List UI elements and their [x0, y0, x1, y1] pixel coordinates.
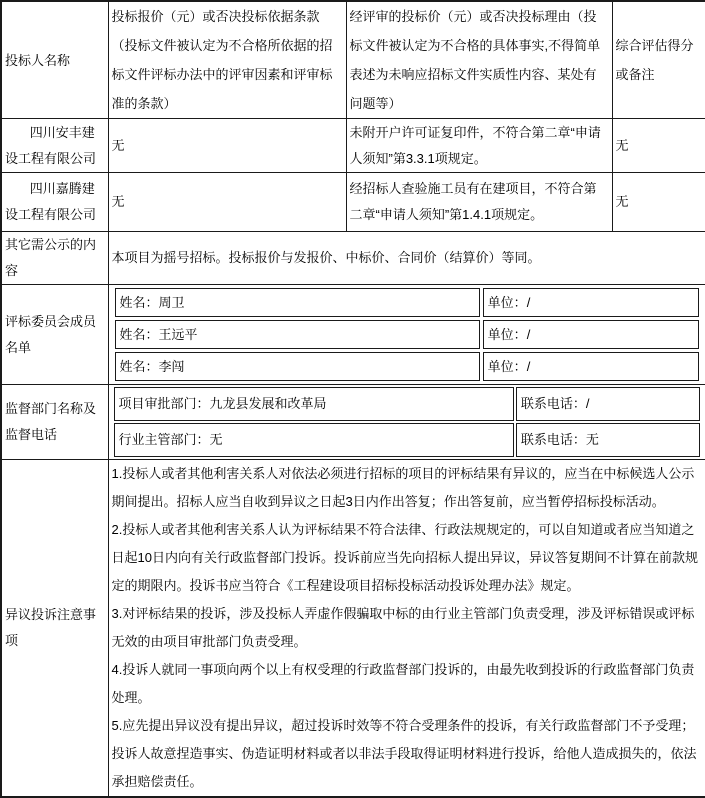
objection-paragraph: 1.投标人或者其他利害关系人对依法必须进行招标的项目的评标结果有异议的，应当在中标候选人公示期间提出。招标人应当自收到异议之日起3日内作出答复；作出答复前，应当暂停招标投标活动。 [111, 466, 695, 509]
bidder-price-or-clause: 无 [108, 173, 346, 232]
bidder-name: 四川安丰建设工程有限公司 [1, 119, 108, 173]
objection-paragraphs-cell [108, 460, 705, 798]
other-public-content-row [1, 232, 705, 285]
supervision-table [112, 385, 703, 459]
supervision-cell [108, 385, 705, 460]
member-name-value: 王远平 [158, 327, 198, 342]
member-name-label: 姓名： [119, 327, 159, 342]
objection-paragraph: 投诉人故意捏造事实、伪造证明材料或者以非法手段取得证明材料进行投诉，给他人造成损失的，依法承担赔偿责任。 [111, 746, 697, 789]
objection-paragraph: 5.应先提出异议没有提出异议，超过投诉时效等不符合受理条件的投诉，有关行政监督部门不予受理； [111, 718, 695, 733]
dept-value: 无 [209, 432, 223, 447]
member-unit-label: 单位： [487, 359, 527, 374]
member-unit-label: 单位： [487, 327, 527, 342]
phone-value: 无 [585, 432, 599, 447]
committee-member-row [115, 320, 700, 349]
member-unit-cell [483, 352, 699, 381]
committee-member-row [115, 352, 700, 381]
bidder-score-or-note: 无 [612, 119, 705, 173]
dept-label: 项目审批部门： [118, 396, 210, 411]
dept-cell [114, 423, 514, 457]
supervision-dept-row [114, 387, 701, 421]
bidder-row-anfeng [1, 119, 705, 173]
supervision-row [1, 385, 705, 460]
phone-label: 联系电话： [520, 396, 586, 411]
dept-label: 行业主管部门： [118, 432, 210, 447]
header-bid-price-or-veto-clause: 投标报价（元）或否决投标依据条款（投标文件被认定为不合格所依据的招标文件评标办法中的评审因素和评审标准的条款） [108, 1, 346, 119]
objection-paragraph: 4.投诉人就同一事项向两个以上有权受理的行政监督部门投诉的，由最先收到投诉的行政监督部门负责处理。 [111, 662, 695, 705]
phone-cell [516, 423, 700, 457]
other-content-value: 本项目为摇号招标。投标报价与发报价、中标价、合同价（结算价）等同。 [108, 232, 705, 285]
member-unit-label: 单位： [487, 295, 527, 310]
member-name-label: 姓名： [119, 295, 159, 310]
member-unit-cell [483, 320, 699, 349]
member-name-value: 李闯 [158, 359, 185, 374]
header-score-or-note: 综合评估得分或备注 [612, 1, 705, 119]
bidder-score-or-note: 无 [612, 173, 705, 232]
committee-members-table [112, 285, 703, 384]
header-reviewed-price-or-veto-reason: 经评审的投标价（元）或否决投标理由（投标文件被认定为不合格的具体事实,不得简单表述为未响应招标文件实质性内容、某处有问题等） [346, 1, 612, 119]
phone-value: / [585, 396, 590, 411]
objection-notice-row [1, 460, 705, 798]
committee-member-row [115, 288, 700, 317]
phone-label: 联系电话： [520, 432, 586, 447]
member-unit-value: / [526, 295, 531, 310]
committee-label: 评标委员会成员名单 [1, 285, 108, 385]
other-content-label: 其它需公示的内容 [1, 232, 108, 285]
bidder-name: 四川嘉腾建设工程有限公司 [1, 173, 108, 232]
member-name-cell [115, 288, 480, 317]
header-row [1, 1, 705, 119]
bidder-veto-reason: 经招标人查验施工员有在建项目，不符合第二章“申请人须知”第1.4.1项规定。 [346, 173, 612, 232]
bidder-veto-reason: 未附开户许可证复印件，不符合第二章“申请人须知”第3.3.1项规定。 [346, 119, 612, 173]
member-unit-value: / [526, 359, 531, 374]
member-name-cell [115, 320, 480, 349]
header-bidder-name: 投标人名称 [1, 1, 108, 119]
phone-cell [516, 387, 700, 421]
objection-paragraph: 3.对评标结果的投诉，涉及投标人弄虚作假骗取中标的由行业主管部门负责受理，涉及评标错误或评标无效的由项目审批部门负责受理。 [111, 606, 695, 649]
committee-row [1, 285, 705, 385]
bidder-price-or-clause: 无 [108, 119, 346, 173]
committee-members-cell [108, 285, 705, 385]
dept-cell [114, 387, 514, 421]
bidder-row-jiateng [1, 173, 705, 232]
objection-paragraph: 2.投标人或者其他利害关系人认为评标结果不符合法律、行政法规规定的，可以自知道或者应当知道之日起10日内向有关行政监督部门投诉。投诉前应当先向招标人提出异议，异议答复期间不计算在前款规定的期限内。投诉书应当符合《工程建设项目招标投标活动投诉处理办法》规定。 [111, 522, 698, 593]
member-name-value: 周卫 [158, 295, 185, 310]
dept-value: 九龙县发展和改革局 [209, 396, 327, 411]
supervision-dept-row [114, 423, 701, 457]
member-name-cell [115, 352, 480, 381]
member-unit-cell [483, 288, 699, 317]
supervision-label: 监督部门名称及监督电话 [1, 385, 108, 460]
objection-label: 异议投诉注意事项 [1, 460, 108, 798]
member-name-label: 姓名： [119, 359, 159, 374]
member-unit-value: / [526, 327, 531, 342]
